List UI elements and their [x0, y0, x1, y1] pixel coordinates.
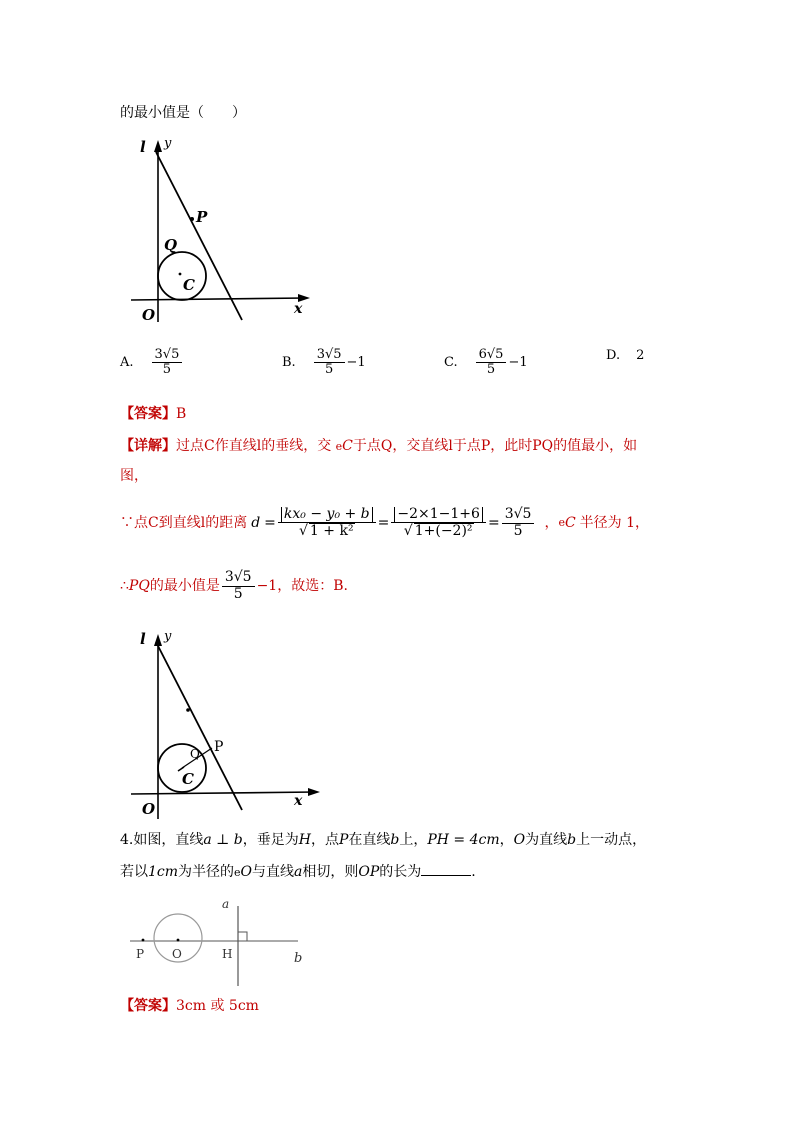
y-arrow — [154, 140, 162, 152]
center-dot — [179, 273, 182, 276]
label-x-2: x — [294, 793, 303, 809]
label-a-q4: a — [222, 897, 230, 911]
q4-answer: 【答案】3cm 或 5cm — [120, 998, 259, 1014]
label-y: y — [164, 136, 172, 151]
label-P-2: P — [214, 739, 224, 755]
point-P-dot — [190, 217, 194, 221]
label-H-q4: H — [222, 947, 233, 961]
label-C: C — [183, 276, 195, 294]
q4-stem-line2: 若以1cm为半径的eO与直线a相切，则OP的长为 . — [120, 864, 476, 880]
q3-stem-tail: 的最小值是（ ） — [120, 105, 246, 121]
label-C-2: C — [182, 770, 194, 788]
point-P-dot-q4 — [142, 939, 145, 942]
q4-figure — [126, 892, 316, 992]
q3-answer: 【答案】B — [120, 406, 187, 422]
label-y-2: y — [164, 629, 172, 644]
answer-blank[interactable] — [421, 875, 471, 876]
q3-distance-formula: ∵点C到直线l的距离 d = $\frac{\text{kx₀ − y₀ + b}}{\text{√ 1 + k²}}$ = $\frac{-2\times 1-1+6}{\text{√ 1+(−2)²}}$ = $\frac{3√5}{5}$ ， e C 半径为 1， — [120, 505, 650, 539]
label-O-2: O — [142, 800, 156, 818]
label-O: O — [142, 306, 156, 324]
option-c[interactable]: C. $\frac{6√5}{5}$ −1 — [444, 347, 528, 378]
label-b-q4: b — [294, 951, 303, 966]
q3-figure — [128, 132, 328, 332]
point-dot-2 — [186, 708, 190, 712]
x-arrow-2 — [308, 788, 320, 796]
label-Q-2: Q — [190, 747, 200, 761]
q3-detail-line1: 【详解】过点C作直线l的垂线，交 eC于点Q，交直线l于点P，此时PQ的值最小，如 — [120, 438, 638, 454]
label-O-q4: O — [172, 947, 182, 961]
option-d[interactable]: D. 2 — [606, 348, 645, 363]
label-P-q4: P — [136, 947, 145, 961]
label-P: P — [196, 208, 208, 226]
label-l: l — [140, 138, 146, 156]
q3-conclusion: ∴ PQ 的最小值是 $\frac{3√5}{5}$ −1，故选：B. — [120, 569, 348, 602]
label-Q: Q — [164, 236, 178, 254]
option-a[interactable]: A. $\frac{3√5}{5}$ — [120, 348, 184, 378]
point-O-dot — [177, 939, 180, 942]
q3-detail-line2: 图， — [120, 468, 148, 484]
label-x: x — [294, 301, 303, 317]
right-angle-mark — [238, 932, 247, 941]
option-b[interactable]: B. $\frac{3√5}{5}$ −1 — [282, 347, 366, 378]
circle-C — [158, 252, 206, 300]
q4-stem-line1: 4.如图，直线a ⊥ b，垂足为H，点P在直线b上，PH = 4cm，O为直线b上一动点， — [120, 832, 647, 848]
q3-solution-figure — [128, 624, 328, 824]
label-l-2: l — [140, 630, 146, 648]
